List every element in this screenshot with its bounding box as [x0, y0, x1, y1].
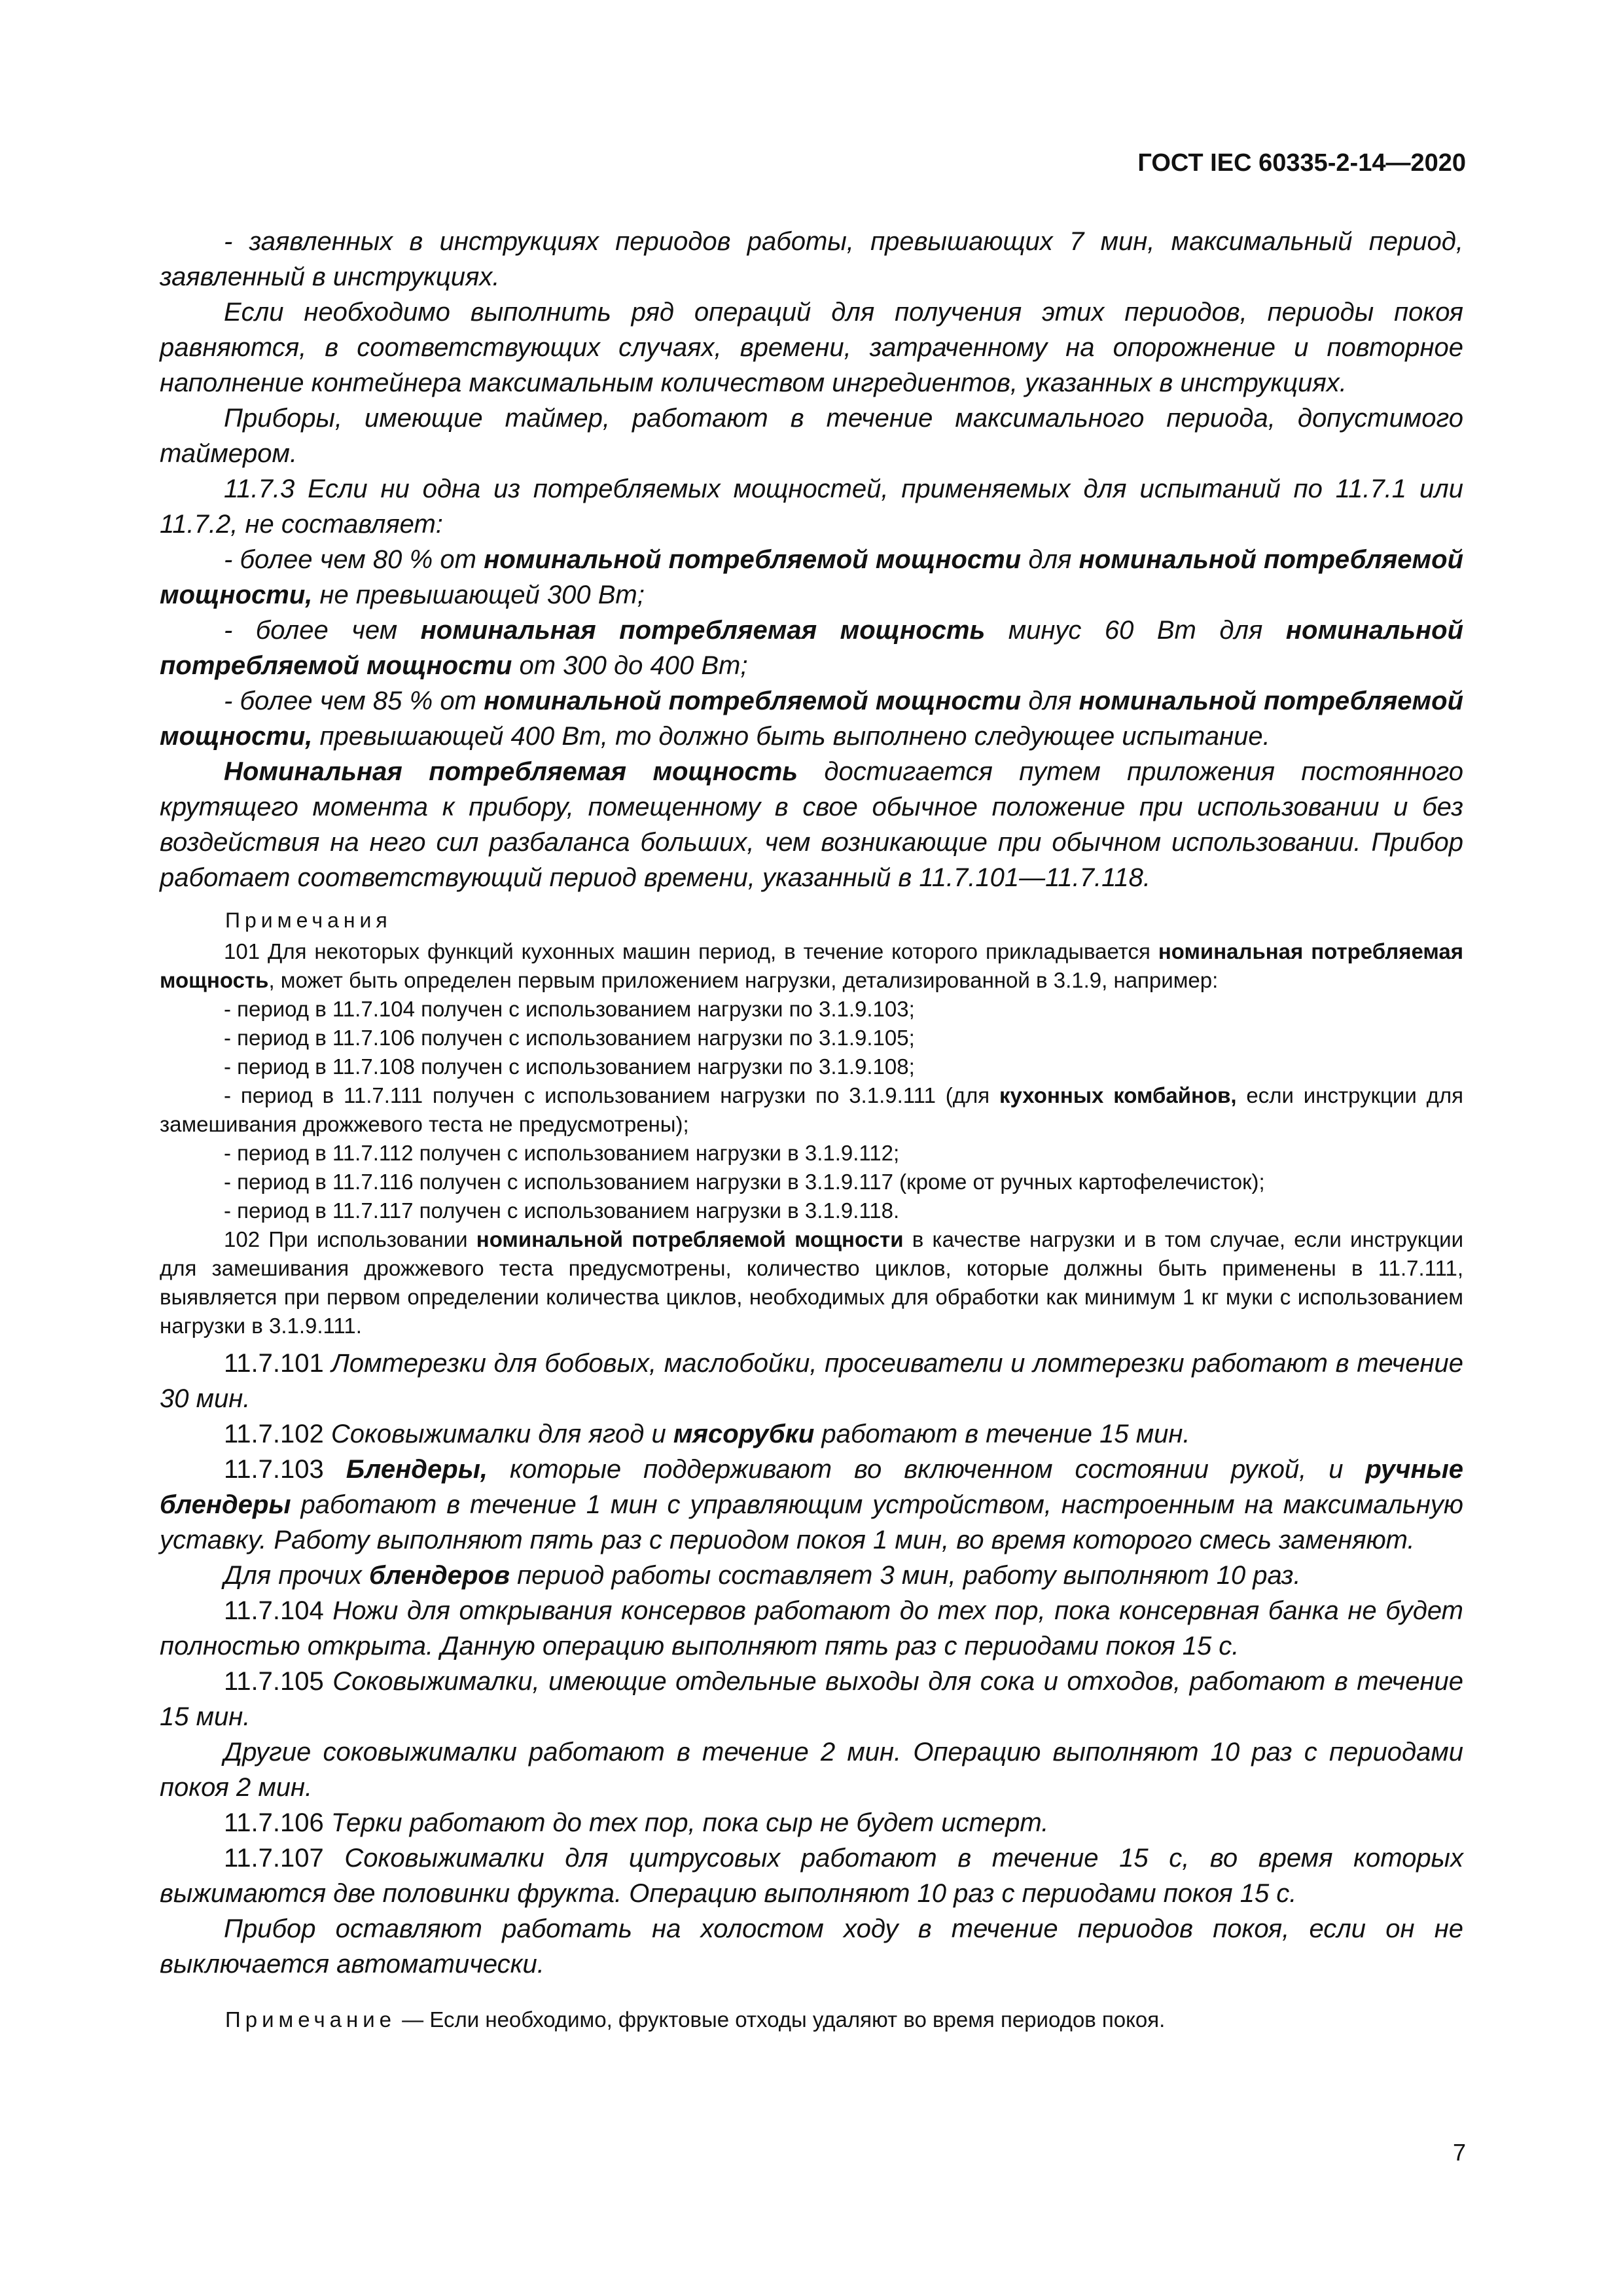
power-list-item: - более чем 85 % от номинальной потребляемой мощности для номинальной потребляемой мощности, превышающей 400 Вт, то должно быть выполнено следующее испытание. — [160, 687, 1463, 751]
clause-11-7-105: 11.7.105 Соковыжималки, имеющие отдельные выходы для сока и отходов, работают в течение 15 мин. — [160, 1667, 1463, 1731]
paragraph-nominal-power: Номинальная потребляемая мощность достигается путем приложения постоянного крутящего момента к прибору, помещенному в свое обычное положение при использовании и без воздействия на него сил разбаланса больших, чем возникающие при обычном использовании. Прибор работает соответствующий период времени, указанный в 11.7.101—11.7.118. — [160, 757, 1463, 892]
note-list-item: - период в 11.7.111 получен с использованием нагрузки по 3.1.9.111 (для кухонных комбайнов, если инструкции для замешивания дрожжевого теста не предусмотрены); — [160, 1083, 1463, 1136]
clause-11-7-104: 11.7.104 Ножи для открывания консервов работают до тех пор, пока консервная банка не будет полностью открыта. Данную операцию выполняют пять раз с периодами покоя 15 с. — [160, 1596, 1463, 1660]
clause-11-7-102: 11.7.102 Соковыжималки для ягод и мясорубки работают в течение 15 мин. — [224, 1420, 1190, 1448]
note-list-item: - период в 11.7.106 получен с использованием нагрузки по 3.1.9.105; — [224, 1026, 915, 1050]
clause-11-7-101: 11.7.101 Ломтерезки для бобовых, маслобойки, просеиватели и ломтерезки работают в течение 30 мин. — [160, 1349, 1463, 1413]
note-list-item: - период в 11.7.104 получен с использованием нагрузки по 3.1.9.103; — [224, 997, 915, 1021]
paragraph: Другие соковыжималки работают в течение 2 мин. Операцию выполняют 10 раз с периодами покоя 2 мин. — [160, 1738, 1463, 1802]
paragraph: Для прочих блендеров период работы составляет 3 мин, работу выполняют 10 раз. — [224, 1561, 1301, 1590]
clause-11-7-103: 11.7.103 Блендеры, которые поддерживают во включенном состоянии рукой, и ручные блендеры работают в течение 1 мин с управляющим устройством, настроенным на максимальную уставку. Работу выполняют пять раз с периодом покоя 1 мин, во время которого смесь заменяют. — [160, 1455, 1464, 1554]
document-body — [160, 224, 1463, 2034]
note-101: 101 Для некоторых функций кухонных машин период, в течение которого прикладывается номинальная потребляемая мощность, может быть определен первым приложением нагрузки, детализированной в 3.1.9, например: — [160, 939, 1463, 992]
paragraph: - заявленных в инструкциях периодов работы, превышающих 7 мин, максимальный период, заявленный в инструкциях. — [160, 227, 1463, 291]
note-list-item: - период в 11.7.117 получен с использованием нагрузки в 3.1.9.118. — [224, 1198, 900, 1223]
final-note: Примечание — Если необходимо, фруктовые отходы удаляют во время периодов покоя. — [225, 2007, 1166, 2032]
clause-11-7-106: 11.7.106 Терки работают до тех пор, пока сыр не будет истерт. — [224, 1808, 1049, 1837]
note-list-item: - период в 11.7.108 получен с использованием нагрузки по 3.1.9.108; — [224, 1054, 915, 1079]
page-number: 7 — [1452, 2139, 1466, 2166]
paragraph: Прибор оставляют работать на холостом ходу в течение периодов покоя, если он не выключается автоматически. — [160, 1914, 1463, 1979]
paragraph: Приборы, имеющие таймер, работают в течение максимального периода, допустимого таймером. — [160, 404, 1463, 468]
paragraph: Если необходимо выполнить ряд операций для получения этих периодов, периоды покоя равняются, в соответствующих случаях, времени, затраченному на опорожнение и повторное наполнение контейнера максимальным количеством ингредиентов, указанных в инструкциях. — [160, 298, 1463, 397]
note-list-item: - период в 11.7.112 получен с использованием нагрузки в 3.1.9.112; — [224, 1141, 900, 1165]
note-102: 102 При использовании номинальной потребляемой мощности в качестве нагрузки и в том случае, если инструкции для замешивания дрожжевого теста предусмотрены, количество циклов, которые должны быть применены в 11.7.111, выявляется при первом определении количества циклов, необходимых для обработки как минимум 1 кг муки с использованием нагрузки в 3.1.9.111. — [160, 1227, 1464, 1338]
notes-heading: Примечания — [225, 908, 392, 932]
document-header: ГОСТ IEC 60335-2-14—2020 — [1137, 149, 1466, 177]
clause-11-7-107: 11.7.107 Соковыжималки для цитрусовых работают в течение 15 с, во время которых выжимаются две половинки фрукта. Операцию выполняют 10 раз с периодами покоя 15 с. — [160, 1844, 1463, 1908]
power-list-item: - более чем 80 % от номинальной потребляемой мощности для номинальной потребляемой мощности, не превышающей 300 Вт; — [160, 545, 1463, 609]
power-list-item: - более чем номинальная потребляемая мощность минус 60 Вт для номинальной потребляемой мощности от 300 до 400 Вт; — [160, 616, 1464, 680]
note-list-item: - период в 11.7.116 получен с использованием нагрузки в 3.1.9.117 (кроме от ручных картофелечисток); — [224, 1170, 1265, 1194]
clause-11-7-3: 11.7.3 Если ни одна из потребляемых мощностей, применяемых для испытаний по 11.7.1 или 11.7.2, не составляет: — [160, 475, 1463, 539]
